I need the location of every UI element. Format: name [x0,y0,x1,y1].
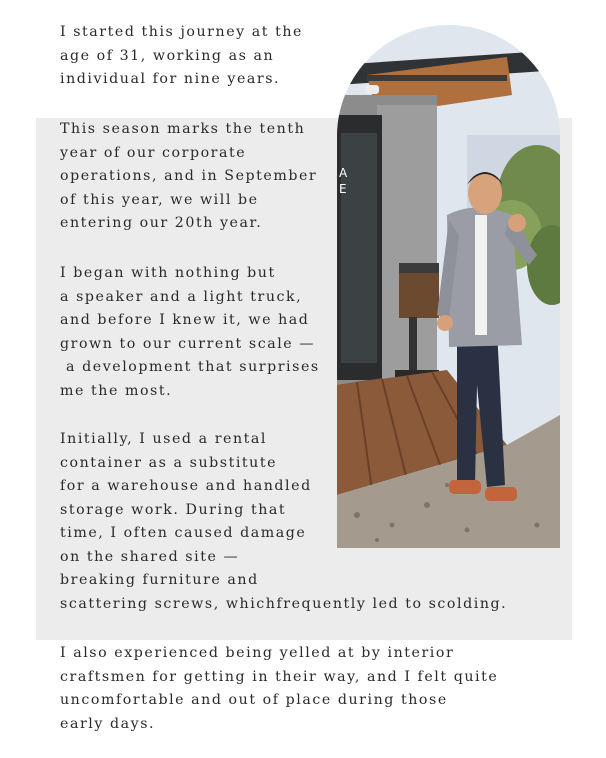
paragraph-tenth-year: This season marks the tenth year of our corporate operations, and in September of this year, we will be entering our 20th year. [60,121,318,231]
paragraph-beginnings: I began with nothing but a speaker and a light truck, and before I knew it, we had grown to our current scale — a development that surprises me the most. [60,265,320,399]
door-sign-top: A [339,166,348,180]
paragraph-rental-container: Initially, I used a rental container as a substitute for a warehouse and handled storage work. During that time, I often caused damage on the shared site — breaking furniture and scattering screws, whichfrequently led to scolding. [60,431,508,612]
arched-photo [337,25,560,548]
door-sign-bottom: E [339,182,347,196]
paragraph-intro: I started this journey at the age of 31, working as an individual for nine years. [60,24,303,87]
paragraph-early-days: I also experienced being yelled at by interior craftsmen for getting in their way, and I felt quite uncomfortable and out of place during those early days. [60,645,499,732]
